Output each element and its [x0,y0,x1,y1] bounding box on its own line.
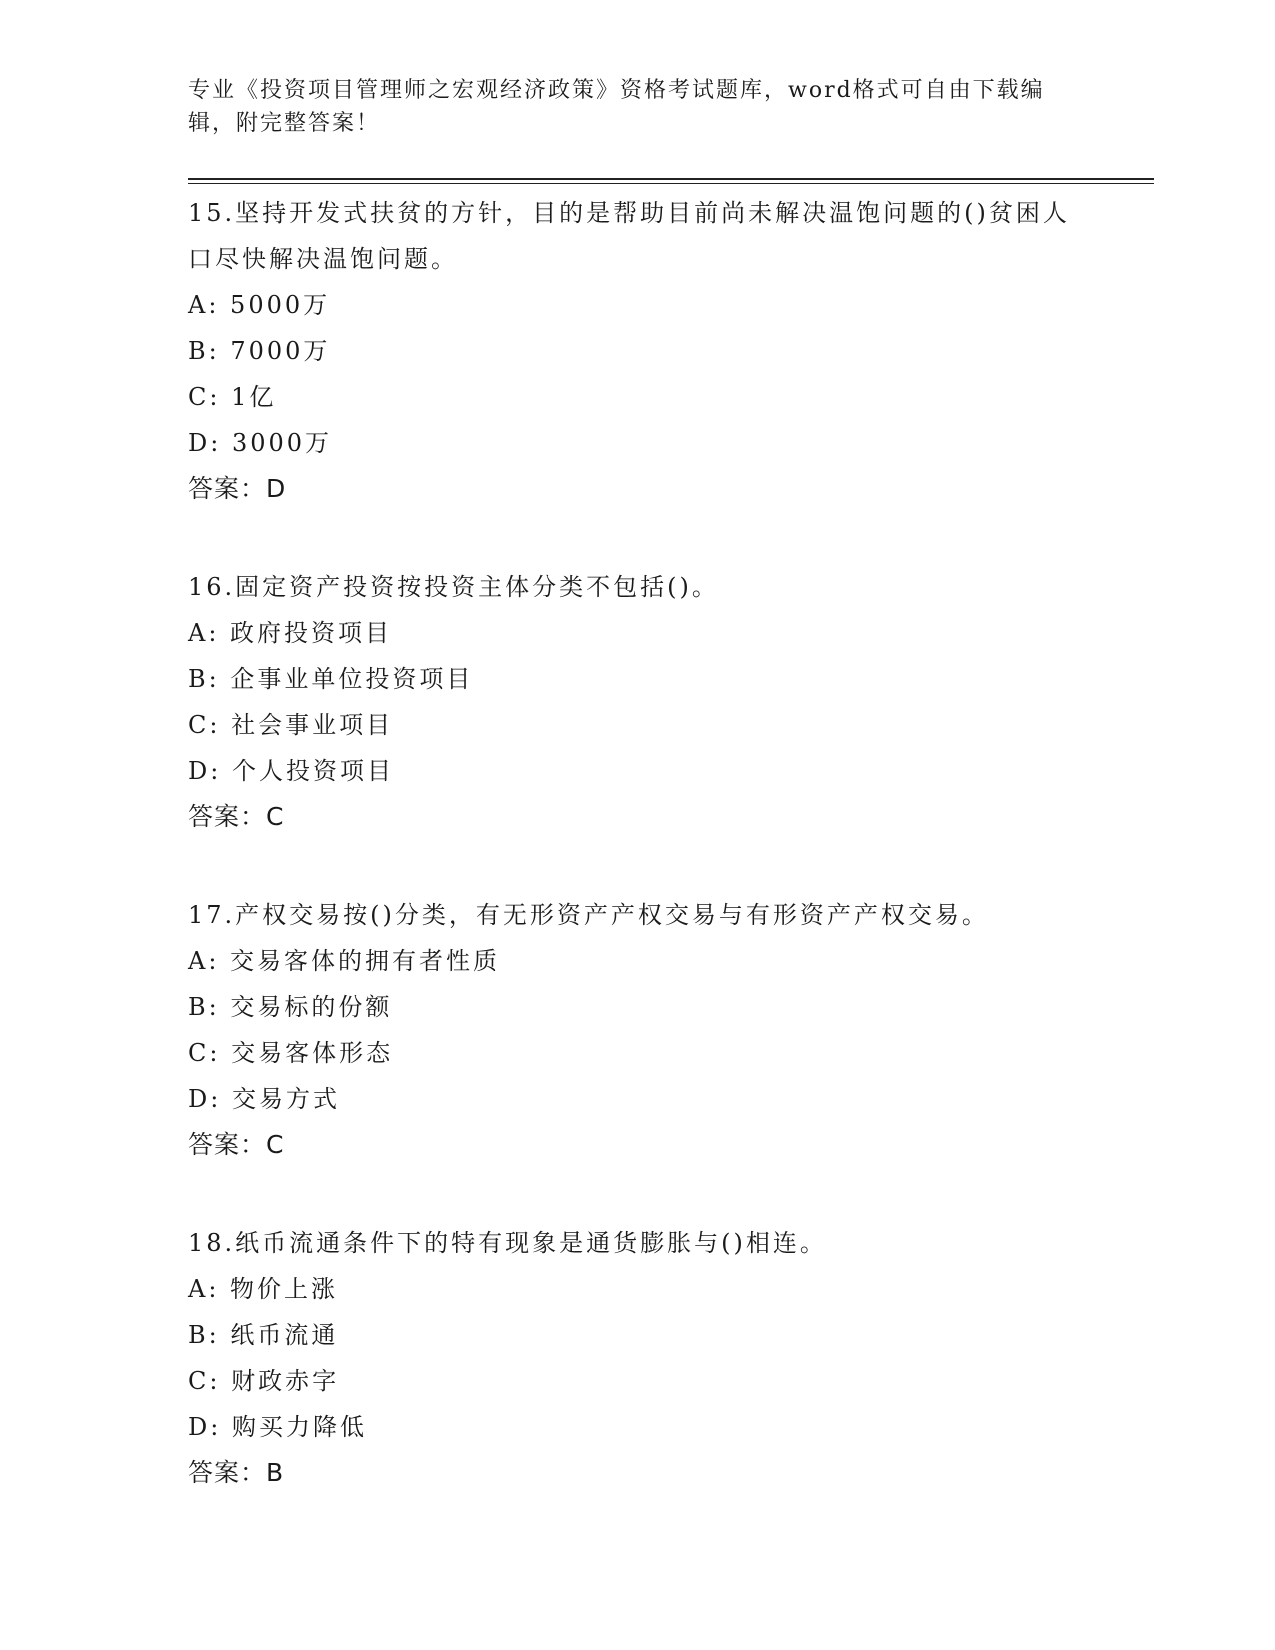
question-18 [188,1220,1088,1496]
answer-line: 答案：C [188,802,285,831]
option-a: A: 5000万 [188,291,331,319]
option-b: B: 企事业单位投资项目 [188,665,474,693]
option-c: C: 1亿 [188,383,277,411]
option-c: C: 交易客体形态 [188,1039,394,1067]
option-a: A: 政府投资项目 [188,619,393,647]
option-d: D: 3000万 [188,429,333,457]
option-a: A: 物价上涨 [188,1275,339,1303]
header-divider-thin [188,183,1154,184]
option-b: B: 7000万 [188,337,331,365]
option-c: C: 财政赤字 [188,1367,340,1395]
question-list [188,190,1088,1548]
header-intro-text: 专业《投资项目管理师之宏观经济政策》资格考试题库，word格式可自由下载编辑，附完整答案！ [188,78,1045,136]
answer-line: 答案：B [188,1458,285,1487]
answer-line: 答案：D [188,474,287,503]
option-b: B: 纸币流通 [188,1321,339,1349]
option-d: D: 交易方式 [188,1085,340,1113]
option-c: C: 社会事业项目 [188,711,394,739]
question-15 [188,190,1088,512]
question-stem: 15.坚持开发式扶贫的方针，目的是帮助目前尚未解决温饱问题的()贫困人口尽快解决温饱问题。 [188,199,1070,273]
option-d: D: 个人投资项目 [188,757,394,785]
option-b: B: 交易标的份额 [188,993,393,1021]
question-16 [188,564,1088,840]
header-divider-thick [188,178,1154,180]
question-stem: 17.产权交易按()分类，有无形资产产权交易与有形资产产权交易。 [188,901,989,929]
question-stem: 16.固定资产投资按投资主体分类不包括()。 [188,573,719,601]
answer-line: 答案：C [188,1130,285,1159]
option-a: A: 交易客体的拥有者性质 [188,947,501,975]
question-stem: 18.纸币流通条件下的特有现象是通货膨胀与()相连。 [188,1229,827,1257]
document-header [188,74,1088,140]
question-17 [188,892,1088,1168]
option-d: D: 购买力降低 [188,1413,367,1441]
